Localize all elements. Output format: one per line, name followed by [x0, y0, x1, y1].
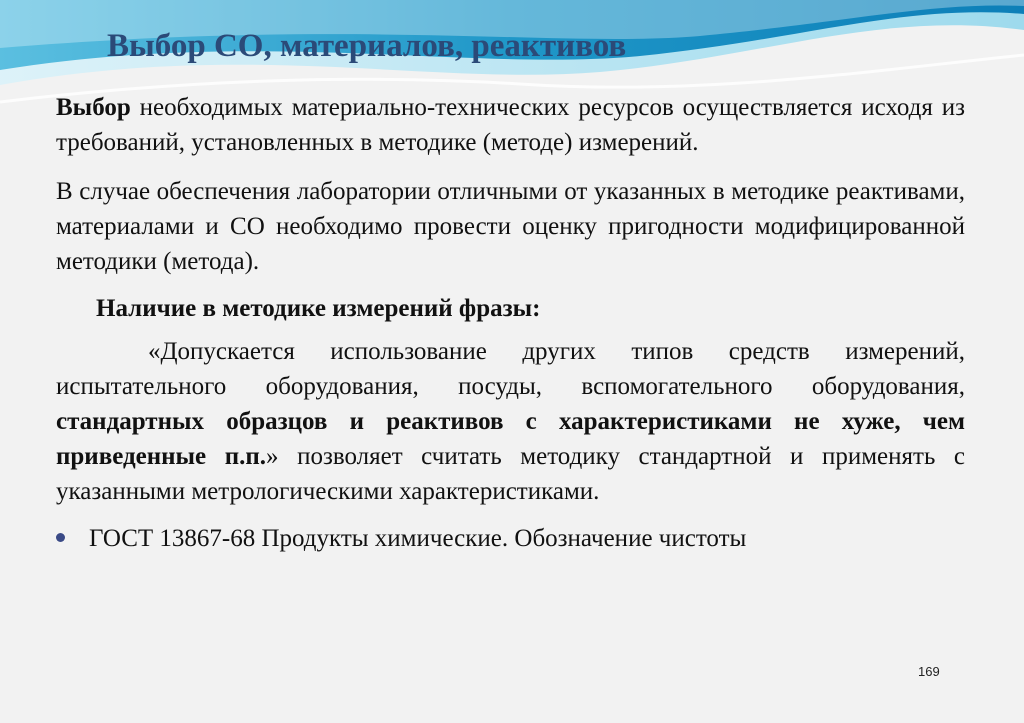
- bullet-list-item: [56, 521, 965, 556]
- quote-bold: стандартных образцов и реактивов с характеристиками не хуже, чем приведенные п.п.: [56, 408, 965, 470]
- paragraph-bold-word: Выбор: [56, 94, 131, 121]
- quote-start: «Допускается использование других типов средств измерений, испытательного оборудования, посуды, вспомогательного оборудования,: [56, 338, 965, 400]
- bullet-text: ГОСТ 13867-68 Продукты химические. Обозначение чистоты: [89, 525, 747, 552]
- subheading-phrase: Наличие в методике измерений фразы:: [96, 295, 541, 322]
- paragraph-reagents: В случае обеспечения лаборатории отличными от указанных в методике реактивами, материалами и СО необходимо провести оценку пригодности модифицированной методики (метода).: [56, 178, 965, 275]
- quote-paragraph: [56, 334, 965, 509]
- slide-content: [56, 90, 965, 556]
- paragraph-resources-text: необходимых материально-технических ресурсов осуществляется исходя из требований, установленных в методике (методе) измерений.: [56, 94, 965, 156]
- page-number: 169: [918, 664, 940, 679]
- slide-title: Выбор СО, материалов, реактивов: [107, 28, 627, 64]
- bullet-dot-icon: [56, 533, 65, 542]
- paragraph-resources: [56, 90, 965, 160]
- quote-end: » позволяет считать методику стандартной и применять с указанными метрологическими характеристиками.: [56, 443, 965, 505]
